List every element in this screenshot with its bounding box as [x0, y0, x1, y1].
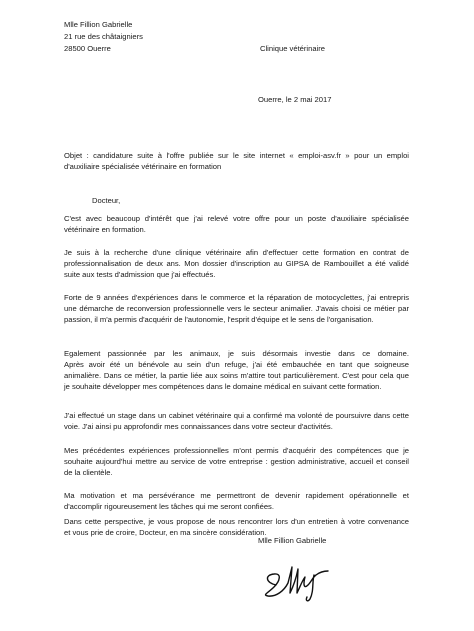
paragraph-line: voie. J'ai ainsi pu approfondir mes connaissances dans votre secteur d'activités. [64, 422, 333, 431]
sender-city: 28500 Ouerre [64, 44, 111, 53]
sender-street: 21 rue des châtaigniers [64, 32, 143, 41]
paragraph-line: Dans cette perspective, je vous propose de nous rencontrer lors d'un entretien à votre convenance [64, 517, 409, 526]
paragraph-line: souhaite aujourd'hui mettre au service de votre entreprise : gestion administrative, accueil et conseil [64, 457, 409, 466]
paragraph-line: Forte de 9 années d'expériences dans le commerce et la réparation de motocyclettes, j'ai entrepris [64, 293, 409, 302]
object-line: Objet : candidature suite à l'offre publiée sur le site internet « emploi-asv.fr » pour un emploi [64, 151, 409, 160]
sender-address [64, 19, 143, 55]
paragraph-line: animalière. Dans ce métier, la partie liée aux soins m'attire tout particulièrement. C'est pour cela que [64, 371, 409, 380]
body-paragraph [64, 348, 409, 392]
paragraph-line: J'ai effectué un stage dans un cabinet vétérinaire qui a confirmé ma volonté de poursuivre dans cette [64, 411, 409, 420]
body-paragraph [64, 292, 409, 325]
object-line: d'auxiliaire spécialisée vétérinaire en formation [64, 162, 222, 171]
paragraph-line: professionnalisation de deux ans. Mon dossier d'inscription au GIPSA de Rambouillet a été validé [64, 259, 409, 268]
signature-name: Mlle Fillion Gabrielle [258, 536, 327, 545]
paragraph-line: et vous prie de croire, Docteur, en ma sincère considération. [64, 528, 267, 537]
paragraph-line: je souhaite développer mes compétences dans le domaine médical en suivant cette formation. [64, 382, 382, 391]
paragraph-line: passion, il m'a permis d'acquérir de l'autonomie, l'esprit d'équipe et le sens de l'organisation. [64, 315, 374, 324]
letter-date: Ouerre, le 2 mai 2017 [258, 95, 332, 104]
letter-object [64, 150, 409, 172]
paragraph-line: suite aux tests d'admission que j'ai effectués. [64, 270, 216, 279]
paragraph-line: Mes précédentes expériences professionnelles m'ont permis d'acquérir des compétences que je [64, 446, 409, 455]
salutation: Docteur, [92, 196, 121, 205]
paragraph-line: de la clientèle. [64, 468, 113, 477]
paragraph-line: Egalement passionnée par les animaux, je suis désormais investie dans ce domaine. [64, 349, 409, 358]
body-paragraph [64, 516, 409, 538]
body-paragraph [64, 490, 409, 512]
paragraph-line: Après avoir été un bénévole au sein d'un refuge, j'ai été embauchée en tant que soigneuse [64, 360, 409, 369]
sender-name: Mlle Fillion Gabrielle [64, 20, 133, 29]
handwritten-signature [258, 555, 338, 603]
paragraph-line: d'accomplir rigoureusement les tâches qui me seront confiées. [64, 502, 274, 511]
paragraph-line: Je suis à la recherche d'une clinique vétérinaire afin d'effectuer cette formation en contrat de [64, 248, 409, 257]
paragraph-line: C'est avec beaucoup d'intérêt que j'ai relevé votre offre pour un poste d'auxiliaire spécialisée [64, 214, 409, 223]
body-paragraph [64, 410, 409, 432]
paragraph-line: Ma motivation et ma persévérance me permettront de devenir rapidement opérationnelle et [64, 491, 409, 500]
recipient: Clinique vétérinaire [260, 44, 326, 53]
paragraph-line: vétérinaire en formation. [64, 225, 146, 234]
body-paragraph [64, 213, 409, 235]
paragraph-line: une démarche de reconversion professionnelle vers le secteur animalier. J'avais choisi ce métier par [64, 304, 409, 313]
body-paragraph [64, 445, 409, 478]
body-paragraph [64, 247, 409, 280]
